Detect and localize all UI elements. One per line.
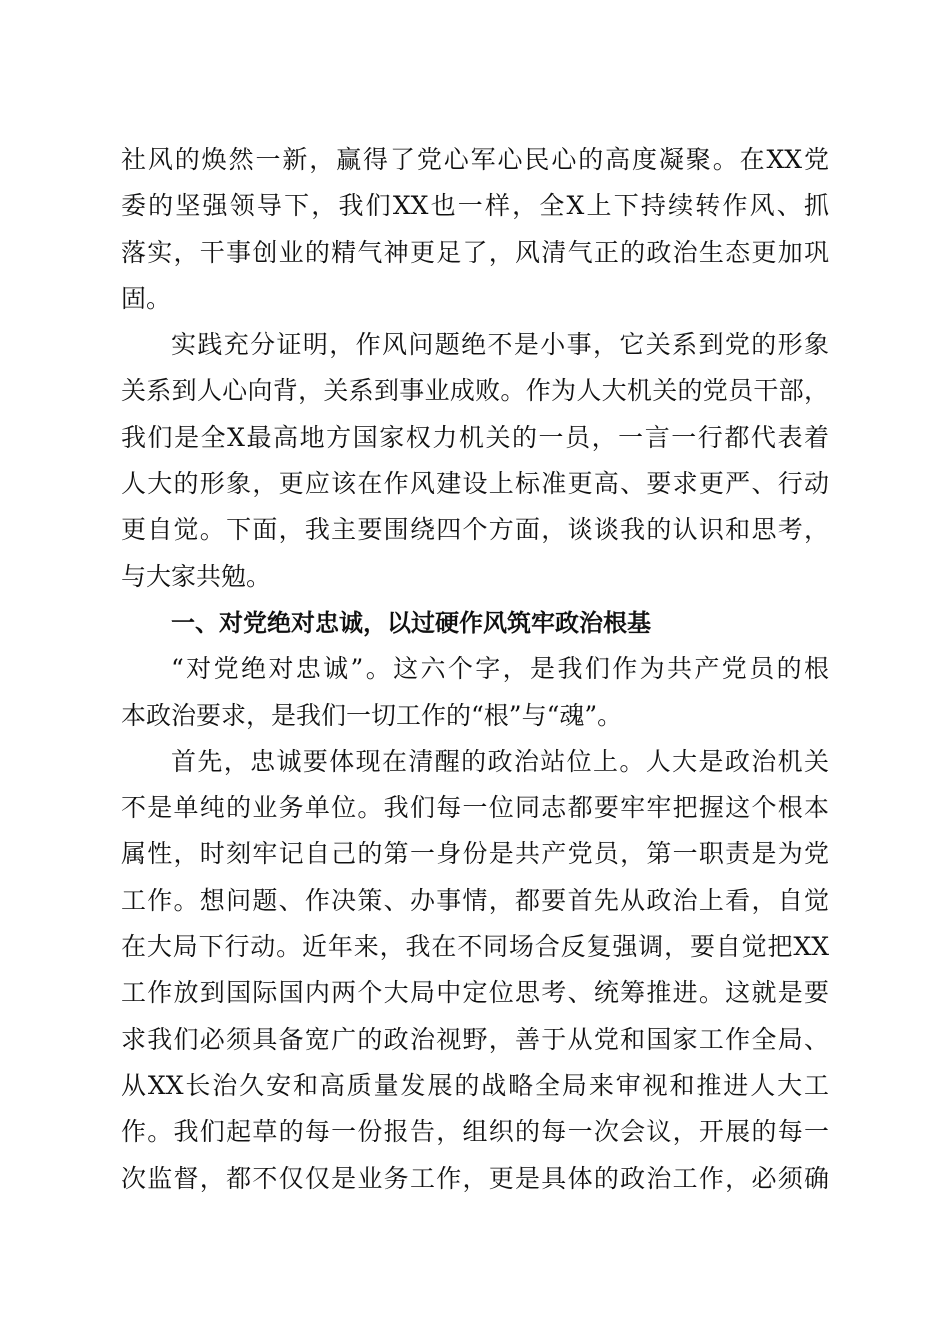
body-line: 与大家共勉。 xyxy=(121,561,272,591)
paragraph-first-line: 实践充分证明，作风问题绝不是小事，它关系到党的形象 xyxy=(171,330,829,360)
body-line: 属性，时刻牢记自己的第一身份是共产党员，第一职责是为党 xyxy=(121,839,829,869)
body-line: 作。我们起草的每一份报告，组织的每一次会议，开展的每一 xyxy=(121,1117,829,1147)
body-line: 更自觉。下面，我主要围绕四个方面，谈谈我的认识和思考， xyxy=(121,515,829,545)
document-body xyxy=(121,142,829,1207)
body-line: 从XX长治久安和高质量发展的战略全局来审视和推进人大工 xyxy=(121,1070,829,1100)
body-line: 次监督，都不仅仅是业务工作，更是具体的政治工作，必须确 xyxy=(121,1163,829,1193)
body-line: 委的坚强领导下，我们XX也一样，全X上下持续转作风、抓 xyxy=(121,191,829,221)
body-line: 不是单纯的业务单位。我们每一位同志都要牢牢把握这个根本 xyxy=(121,793,829,823)
section-heading: 一、对党绝对忠诚，以过硬作风筑牢政治根基 xyxy=(171,608,651,637)
body-line: 关系到人心向背，关系到事业成败。作为人大机关的党员干部， xyxy=(121,376,829,406)
body-line: 落实，干事创业的精气神更足了，风清气正的政治生态更加巩 xyxy=(121,237,829,267)
body-line: 工作放到国际国内两个大局中定位思考、统筹推进。这就是要 xyxy=(121,978,829,1008)
body-line: 社风的焕然一新，赢得了党心军心民心的高度凝聚。在XX党 xyxy=(121,145,829,174)
paragraph-first-line: 首先，忠诚要体现在清醒的政治站位上。人大是政治机关 xyxy=(171,746,829,776)
body-line: 工作。想问题、作决策、办事情，都要首先从政治上看，自觉 xyxy=(121,885,829,915)
body-line: 求我们必须具备宽广的政治视野，善于从党和国家工作全局、 xyxy=(121,1024,829,1054)
body-line: 人大的形象，更应该在作风建设上标准更高、要求更严、行动 xyxy=(121,469,829,499)
body-line: 本政治要求，是我们一切工作的“根”与“魂”。 xyxy=(121,700,623,730)
body-line: 固。 xyxy=(121,283,172,313)
paragraph-first-line: “对党绝对忠诚”。这六个字，是我们作为共产党员的根 xyxy=(171,654,829,684)
body-line: 在大局下行动。近年来，我在不同场合反复强调，要自觉把XX xyxy=(121,932,829,962)
body-line: 我们是全X最高地方国家权力机关的一员，一言一行都代表着 xyxy=(121,422,829,452)
